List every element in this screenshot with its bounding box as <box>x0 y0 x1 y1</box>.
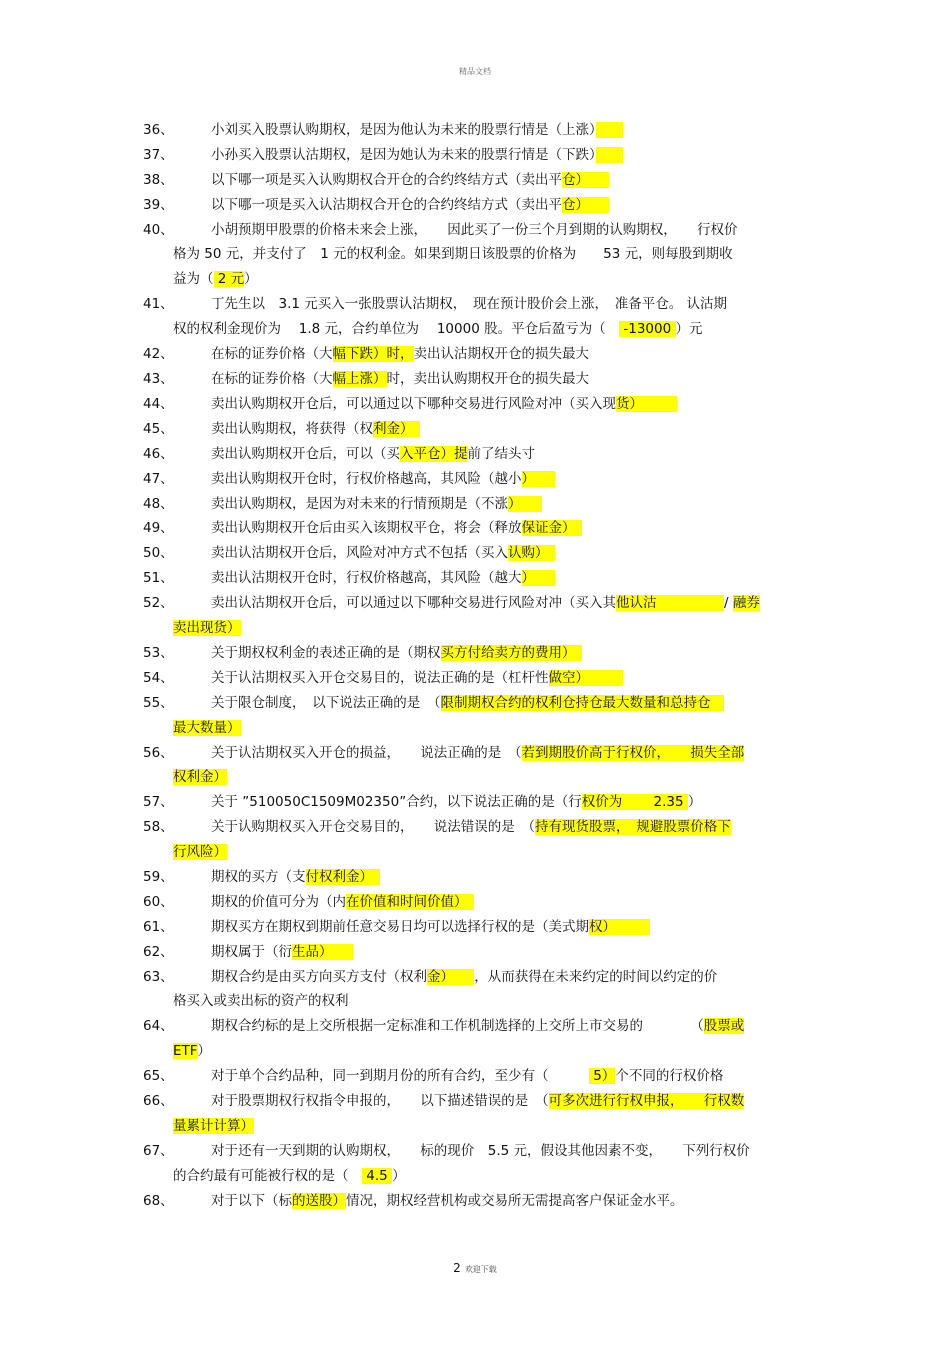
question-number: 65、 <box>143 1068 174 1085</box>
answer-highlight: 权） <box>589 918 650 935</box>
question-line <box>211 1189 684 1213</box>
answer-highlight: 幅上涨） <box>332 371 387 387</box>
answer-highlight: ETF <box>173 1043 198 1060</box>
page-header: 精品文档 <box>459 67 491 76</box>
answer-highlight: 可多次进行行权申报， 行权数 <box>548 1093 745 1110</box>
question-text: ） <box>197 1043 212 1060</box>
question-number: 37、 <box>143 146 174 163</box>
question-line <box>211 790 701 814</box>
answer-highlight: 5） <box>589 1068 616 1085</box>
answer-highlight: 卖出现货） <box>173 619 241 636</box>
answer-highlight: -13000 <box>619 321 676 338</box>
question-number: 41、 <box>143 296 174 313</box>
question-text: 期权买方在期权到期前任意交易日均可以选择行权的是（美式期 <box>211 918 589 935</box>
question-line <box>173 765 227 789</box>
question-line <box>211 566 555 590</box>
question-line <box>211 516 582 540</box>
answer-highlight: ） <box>521 470 556 487</box>
question-text: 期权合约是由买方向买方支付（权利 <box>211 968 427 985</box>
question-line <box>211 865 380 889</box>
question-text: 丁先生以 3.1 元买入一张股票认沽期权， 现在预计股价会上涨， 准备平仓。 认沽期 <box>211 296 728 313</box>
question-line <box>211 168 609 192</box>
question-number: 67、 <box>143 1142 174 1159</box>
question-line <box>211 541 555 565</box>
answer-highlight: 他认沽 <box>616 595 724 612</box>
question-line <box>211 467 555 491</box>
question-line <box>211 367 589 391</box>
footer-note: 欢迎下载 <box>464 1265 497 1274</box>
question-text: 期权合约标的是上交所根据一定标准和工作机制选择的上交所上市交易的 （ <box>211 1018 704 1035</box>
question-line <box>211 417 420 441</box>
question-line <box>211 591 760 615</box>
question-number: 54、 <box>143 669 174 686</box>
question-number: 63、 <box>143 968 174 985</box>
question-number: 36、 <box>143 122 174 138</box>
answer-highlight: 股票或 <box>703 1018 745 1035</box>
question-number: 51、 <box>143 570 174 587</box>
question-line <box>211 741 744 765</box>
question-line <box>173 317 703 341</box>
answer-highlight: 认购） <box>508 545 556 562</box>
question-number: 38、 <box>143 171 174 188</box>
answer-highlight: 幅下跌）时， <box>332 346 414 363</box>
question-text: 卖出认购期权开仓后由买入该期权平仓，将会（释放 <box>211 520 522 537</box>
question-line <box>173 716 241 740</box>
question-line <box>211 292 727 316</box>
question-number: 47、 <box>143 470 174 487</box>
question-text: 关于认沽期权买入开仓的损益， 说法正确的是 （ <box>211 744 522 761</box>
question-text: 对于以下（标 <box>211 1192 292 1209</box>
question-text: 小胡预期甲股票的价格未来会上涨， 因此买了一份三个月到期的认购期权， 行权价 <box>211 221 738 238</box>
question-line <box>211 342 589 366</box>
answer-highlight: 生品） <box>292 943 353 960</box>
question-line <box>211 691 724 715</box>
question-number: 39、 <box>143 196 174 213</box>
question-text: 的合约最有可能被行权的是（ <box>173 1167 362 1184</box>
page-number: 2 <box>453 1261 461 1275</box>
answer-highlight <box>596 147 623 163</box>
question-text: 对于股票期权行权指令申报的， 以下描述错误的是 （ <box>211 1093 549 1110</box>
question-line <box>211 392 677 416</box>
question-text: 格为 50 元，并支付了 1 元的权利金。如果到期日该股票的价格为 53 元，则每股到期收 <box>173 246 733 263</box>
answer-highlight: 仓） <box>562 171 610 188</box>
question-line <box>211 890 474 914</box>
question-text: 卖出认购期权开仓时，行权价格越高，其风险（越小 <box>211 470 522 487</box>
question-text: 小刘买入股票认购期权，是因为他认为未来的股票行情是（上涨） <box>211 122 596 138</box>
question-text: / <box>724 595 733 612</box>
answer-highlight: ） <box>508 495 542 512</box>
question-line <box>173 267 258 291</box>
question-text: ） <box>244 271 258 288</box>
question-text: 关于认沽期权买入开仓交易目的，说法正确的是（杠杆性 <box>211 669 549 686</box>
question-text: 以下哪一项是买入认沽期权合开仓的合约终结方式（卖出平 <box>211 196 562 213</box>
question-line <box>211 193 609 217</box>
answer-highlight: 买方付给卖方的费用） <box>440 644 583 661</box>
question-line <box>211 1139 750 1163</box>
question-number: 57、 <box>143 794 174 811</box>
question-line <box>173 1114 254 1138</box>
question-text: 个不同的行权价格 <box>615 1068 724 1085</box>
question-text: 前了结头寸 <box>467 445 535 462</box>
question-text: ，从而获得在未来约定的时间以约定的价 <box>474 968 718 985</box>
question-number: 50、 <box>143 545 174 562</box>
question-line <box>173 242 733 266</box>
question-text: 卖出认沽期权开仓时，行权价格越高，其风险（越大 <box>211 570 522 587</box>
question-line <box>211 118 623 142</box>
question-line <box>173 616 241 640</box>
question-line <box>211 1089 744 1113</box>
question-line <box>211 815 731 839</box>
question-text: 时，卖出认购期权开仓的损失最大 <box>386 371 589 387</box>
question-text: ）元 <box>675 321 703 338</box>
question-line <box>211 143 623 167</box>
question-line <box>211 666 623 690</box>
answer-highlight: 入平仓）提 <box>400 445 468 462</box>
answer-highlight: 4.5 <box>362 1167 393 1184</box>
question-text: 以下哪一项是买入认购期权合开仓的合约终结方式（卖出平 <box>211 171 562 188</box>
question-text: 期权属于（衍 <box>211 943 292 960</box>
question-line <box>211 965 717 989</box>
answer-highlight: 权利金） <box>173 769 227 786</box>
question-line <box>211 1014 744 1038</box>
answer-highlight: 持有现货股票， 规避股票价格下 <box>535 819 731 836</box>
question-text: 格买入或卖出标的资产的权利 <box>173 993 349 1010</box>
question-line <box>173 840 227 864</box>
answer-highlight: 保证金） <box>521 520 583 537</box>
question-text: 对于单个合约品种，同一到期月份的所有合约，至少有（ <box>211 1068 589 1085</box>
question-number: 62、 <box>143 943 174 960</box>
question-number: 43、 <box>143 371 174 387</box>
question-text: 卖出认沽期权开仓的损失最大 <box>413 346 589 363</box>
question-number: 53、 <box>143 644 174 661</box>
question-text: 关于期权权利金的表述正确的是（期权 <box>211 644 441 661</box>
question-line <box>211 442 535 466</box>
answer-highlight: 最大数量） <box>173 719 241 736</box>
question-text: 卖出认购期权开仓后，可以（买 <box>211 445 400 462</box>
question-number: 59、 <box>143 869 174 885</box>
page-footer <box>0 1261 950 1275</box>
answer-highlight: 货） <box>616 395 677 412</box>
question-line <box>173 1039 211 1063</box>
answer-highlight: 若到期股价高于行权价， 损失全部 <box>521 744 745 761</box>
question-number: 52、 <box>143 595 174 612</box>
question-text: 卖出认购期权，将获得（权 <box>211 420 373 437</box>
question-number: 42、 <box>143 346 174 363</box>
question-line <box>211 940 353 964</box>
question-number: 55、 <box>143 694 174 711</box>
question-text: 卖出认购期权开仓后，可以通过以下哪种交易进行风险对冲（买入现 <box>211 395 616 412</box>
answer-highlight: 2 元 <box>213 271 245 288</box>
question-number: 61、 <box>143 918 174 935</box>
question-number: 66、 <box>143 1093 174 1110</box>
question-text: ） <box>392 1167 406 1184</box>
question-text: 在标的证券价格（大 <box>211 371 333 387</box>
answer-highlight: 在价值和时间价值） <box>346 893 475 910</box>
answer-highlight: 利金） <box>373 420 421 437</box>
question-number: 48、 <box>143 495 174 512</box>
answer-highlight: 的送股） <box>292 1192 346 1209</box>
answer-highlight <box>596 122 623 138</box>
question-text: 情况，期权经营机构或交易所无需提高客户保证金水平。 <box>346 1192 684 1209</box>
question-text: 期权的买方（支 <box>211 869 306 885</box>
answer-highlight: ） <box>521 570 556 587</box>
question-text: 权的权利金现价为 1.8 元，合约单位为 10000 股。平仓后盈亏为（ <box>173 321 620 338</box>
question-text: 卖出认购期权，是因为对未来的行情预期是（不涨 <box>211 495 508 512</box>
answer-highlight: 仓） <box>562 196 610 213</box>
question-text: 关于认购期权买入开仓交易目的， 说法错误的是 （ <box>211 819 535 836</box>
question-text: ） <box>687 794 702 811</box>
question-text: 小孙买入股票认沽期权，是因为她认为未来的股票行情是（下跌） <box>211 146 596 163</box>
question-number: 68、 <box>143 1192 174 1209</box>
question-line <box>173 989 349 1013</box>
question-number: 58、 <box>143 819 174 836</box>
question-line <box>211 915 650 939</box>
question-line <box>173 1164 406 1188</box>
answer-highlight: 限制期权合约的权利仓持仓最大数量和总持仓 <box>440 694 724 711</box>
question-text: 关于限仓制度， 以下说法正确的是 （ <box>211 694 441 711</box>
question-number: 64、 <box>143 1018 174 1035</box>
question-number: 44、 <box>143 395 174 412</box>
question-number: 46、 <box>143 445 174 462</box>
question-text: 益为（ <box>173 271 214 288</box>
question-text: 对于还有一天到期的认购期权， 标的现价 5.5 元，假设其他因素不变， 下列行权价 <box>211 1142 750 1159</box>
question-line <box>211 218 738 242</box>
question-text: 卖出认沽期权开仓后，可以通过以下哪种交易进行风险对冲（买入其 <box>211 595 616 612</box>
question-line <box>211 1064 723 1088</box>
question-text: 在标的证券价格（大 <box>211 346 333 363</box>
answer-highlight: 金） <box>427 968 475 985</box>
answer-highlight: 做空） <box>548 669 623 686</box>
question-text: 卖出认沽期权开仓后，风险对冲方式不包括（买入 <box>211 545 508 562</box>
question-number: 40、 <box>143 221 174 238</box>
answer-highlight: 行风险） <box>173 844 227 861</box>
question-text: 关于 ”510050C1509M02350”合约，以下说法正确的是（行 <box>211 794 582 811</box>
question-text: 期权的价值可分为（内 <box>211 893 346 910</box>
question-number: 49、 <box>143 520 174 537</box>
question-number: 60、 <box>143 893 174 910</box>
question-line <box>211 492 542 516</box>
question-number: 56、 <box>143 744 174 761</box>
answer-highlight: 付权利金） <box>305 869 380 885</box>
answer-highlight: 权价为 2.35 <box>581 794 688 811</box>
question-line <box>211 641 582 665</box>
question-number: 45、 <box>143 420 174 437</box>
answer-highlight: 融券 <box>732 595 760 612</box>
answer-highlight: 量累计计算） <box>173 1117 254 1134</box>
